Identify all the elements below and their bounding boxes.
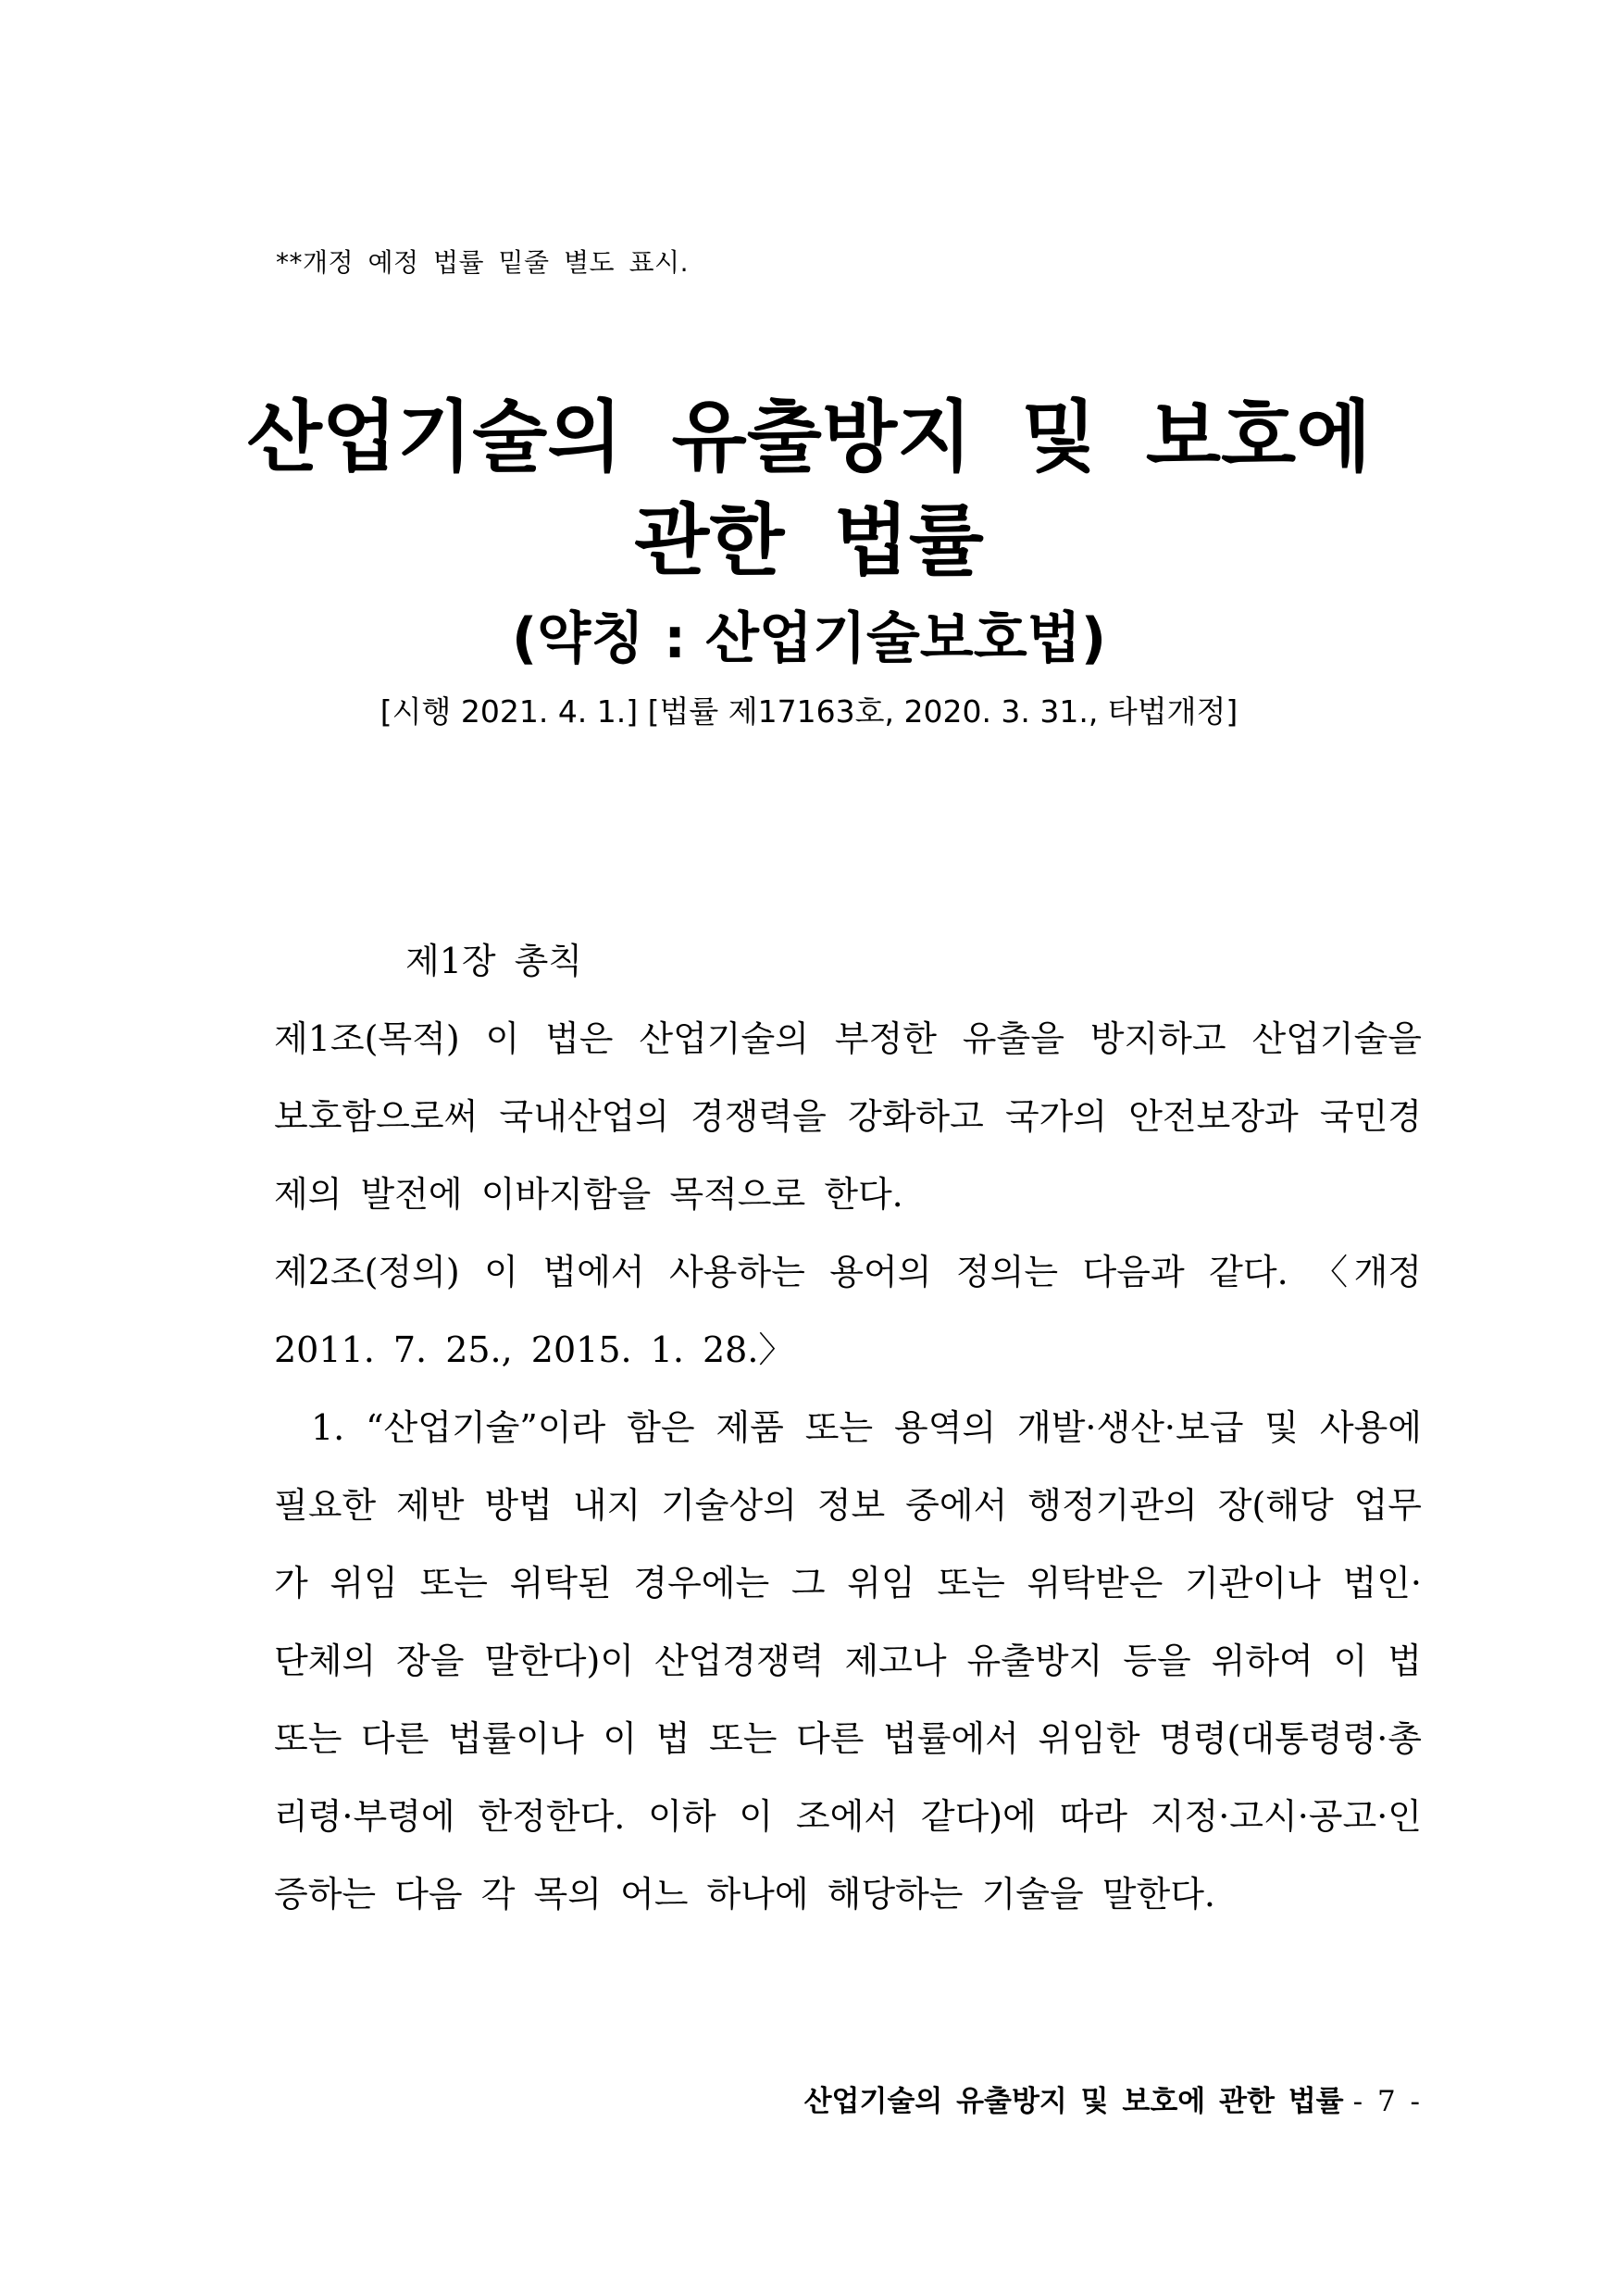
law-title-line2: 관한 법률 <box>634 495 984 586</box>
page-number: - 7 - <box>1352 2085 1420 2118</box>
article-2: 제2조(정의) 이 법에서 사용하는 용어의 정의는 다음과 같다. 〈개정 2011. 7. 25., 2015. 1. 28.〉 <box>274 1252 1422 1370</box>
revision-note: **개정 예정 법률 밑줄 별도 표시. <box>276 247 689 278</box>
chapter-heading: 제1장 총칙 <box>405 941 583 981</box>
law-body <box>274 922 1422 1933</box>
law-title-line1: 산업기술의 유출방지 및 보호에 <box>246 392 1372 482</box>
enforcement-info: [시행 2021. 4. 1.] [법률 제17163호, 2020. 3. 31., 타법개정] <box>380 693 1238 730</box>
law-abbreviation: (약칭 : 산업기술보호법) <box>511 606 1107 671</box>
article-1: 제1조(목적) 이 법은 산업기술의 부정한 유출을 방지하고 산업기술을 보호함으로써 국내산업의 경쟁력을 강화하고 국가의 안전보장과 국민경제의 발전에 이바지함을 목적으로 한다. <box>274 1018 1422 1215</box>
page-footer <box>804 2078 1420 2119</box>
footer-title: 산업기술의 유출방지 및 보호에 관한 법률 <box>803 2085 1344 2118</box>
article-2-item-1: 1. “산업기술”이라 함은 제품 또는 용역의 개발·생산·보급 및 사용에 필요한 제반 방법 내지 기술상의 정보 중에서 행정기관의 장(해당 업무가 위임 또는 위탁된 경우에는 그 위임 또는 위탁받은 기관이나 법인·단체의 장을 말한다)이 산업경쟁력 제고나 유출방지 등을 위하여 이 법 또는 다른 법률이나 이 법 또는 다른 법률에서 위임한 명령(대통령령·총리령·부령에 한정한다. 이하 이 조에서 같다)에 따라 지정·고시·공고·인증하는 다음 각 목의 어느 하나에 해당하는 기술을 말한다. <box>274 1407 1422 1915</box>
